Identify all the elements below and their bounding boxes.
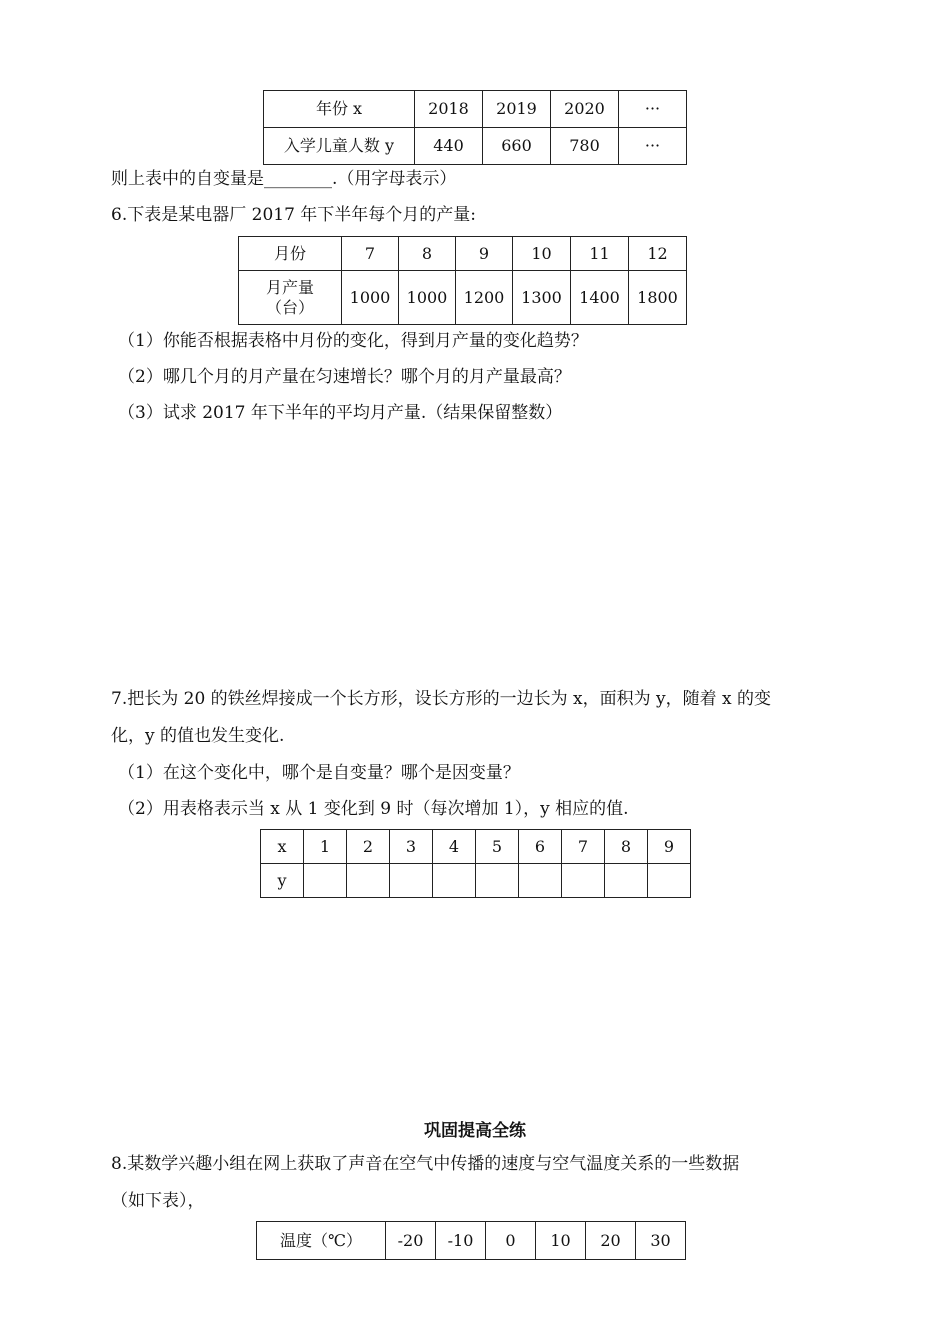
birth-year-table [263,90,687,165]
table-cell: 1 [304,830,347,864]
table-cell: 2020 [551,91,619,128]
table-cell: 1000 [342,271,399,325]
table-cell: 月份 [239,237,342,271]
q6-sub3: （3）试求 2017 年下半年的平均月产量.（结果保留整数） [118,403,563,423]
table-cell [605,864,648,898]
table-cell: 440 [415,128,483,165]
table-cell: 2 [347,830,390,864]
table-cell: 11 [571,237,629,271]
table-cell: 780 [551,128,619,165]
table-row [261,830,691,864]
q8-stem-line2: （如下表）， [111,1191,205,1211]
q8-stem-line1: 8.某数学兴趣小组在网上获取了声音在空气中传播的速度与空气温度关系的一些数据 [111,1154,740,1174]
table-row [239,271,687,325]
table-row [261,864,691,898]
table-cell [476,864,519,898]
table-cell: 3 [390,830,433,864]
table-cell: 30 [636,1222,686,1260]
xy-value-table [260,829,691,898]
table-cell: ··· [619,128,687,165]
table-cell [562,864,605,898]
table-cell: ··· [619,91,687,128]
output-label-line2: （台） [265,297,314,317]
table-cell: 7 [342,237,399,271]
table-cell [239,271,342,325]
q7-sub1: （1）在这个变化中，哪个是自变量？哪个是因变量？ [118,763,520,783]
q6-stem: 6.下表是某电器厂 2017 年下半年每个月的产量: [111,205,477,225]
table-cell [433,864,476,898]
table-cell: 温度（℃） [257,1222,386,1260]
table-cell: 12 [629,237,687,271]
table-cell: 7 [562,830,605,864]
temperature-table [256,1221,686,1260]
table-cell: 年份 x [264,91,415,128]
table-cell: x [261,830,304,864]
table-cell [304,864,347,898]
table-cell: 2018 [415,91,483,128]
table-row [257,1222,686,1260]
q7-sub2: （2）用表格表示当 x 从 1 变化到 9 时（每次增加 1），y 相应的值. [118,799,629,819]
table-cell: 8 [399,237,456,271]
table-cell: 6 [519,830,562,864]
q6-sub1: （1）你能否根据表格中月份的变化，得到月产量的变化趋势？ [118,331,588,351]
table-row [239,237,687,271]
table-cell: 2019 [483,91,551,128]
output-label-line1: 月产量 [265,277,314,297]
q5-tail-text: 则上表中的自变量是________.（用字母表示） [111,169,457,189]
table-cell: 1000 [399,271,456,325]
table-cell: 1800 [629,271,687,325]
table-cell: -10 [436,1222,486,1260]
table-cell: 9 [456,237,513,271]
table-cell: y [261,864,304,898]
table-cell: 0 [486,1222,536,1260]
table-cell: 8 [605,830,648,864]
table-cell: 入学儿童人数 y [264,128,415,165]
table-cell: 20 [586,1222,636,1260]
q7-stem-line1: 7.把长为 20 的铁丝焊接成一个长方形，设长方形的一边长为 x，面积为 y，随着 x 的变 [111,689,772,709]
table-cell [390,864,433,898]
monthly-output-table [238,236,687,325]
q6-sub2: （2）哪几个月的月产量在匀速增长？哪个月的月产量最高？ [118,367,571,387]
table-cell: 660 [483,128,551,165]
table-cell: 9 [648,830,691,864]
section-heading: 巩固提高全练 [424,1121,526,1141]
table-cell: -20 [386,1222,436,1260]
table-row [264,128,687,165]
table-cell [648,864,691,898]
table-cell: 4 [433,830,476,864]
table-cell: 5 [476,830,519,864]
table-cell [347,864,390,898]
table-cell [519,864,562,898]
table-cell: 1200 [456,271,513,325]
q7-stem-line2: 化，y 的值也发生变化. [111,726,285,746]
table-cell: 10 [513,237,571,271]
table-row [264,91,687,128]
table-cell: 1400 [571,271,629,325]
table-cell: 1300 [513,271,571,325]
table-cell: 10 [536,1222,586,1260]
